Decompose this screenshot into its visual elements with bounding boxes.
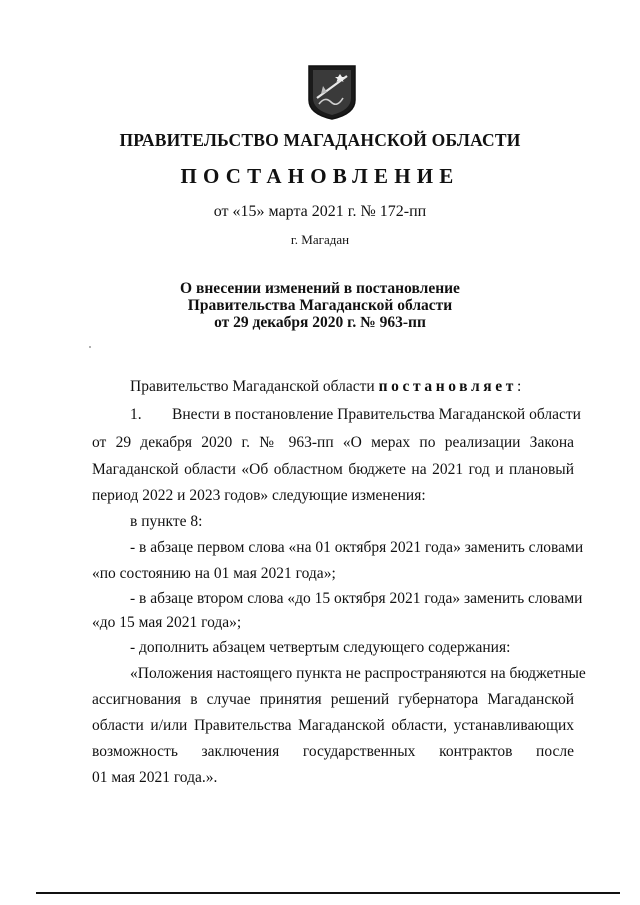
document-city: г. Магадан — [290, 232, 350, 247]
item-1-line: период 2022 и 2023 годов» следующие изменения: — [92, 487, 426, 504]
footer-rule — [36, 892, 620, 894]
change-3-line: - дополнить абзацем четвертым следующего содержания: — [130, 639, 511, 656]
intro-colon: : — [516, 378, 522, 395]
subject-line: О внесении изменений в постановление — [180, 280, 460, 297]
quote-line: области и/или Правительства Магаданской области, устанавливающих — [92, 717, 574, 734]
change-1-line: - в абзаце первом слова «на 01 октября 2021 года» заменить словами — [130, 539, 584, 556]
quote-line: возможность заключения государственных контрактов после — [92, 743, 574, 760]
subject-line: от 29 декабря 2020 г. № 963-пп — [214, 314, 426, 331]
document-type-title: ПОСТАНОВЛЕНИЕ — [180, 164, 460, 188]
intro-text: Правительство Магаданской области — [130, 378, 379, 395]
decree-word: постановляет — [378, 378, 517, 395]
item-1-first-line-text: Внести в постановление Правительства Магаданской области — [172, 406, 581, 423]
quote-line: «Положения настоящего пункта не распространяются на бюджетные — [130, 665, 586, 682]
change-2-line: «до 15 мая 2021 года»; — [92, 614, 242, 631]
change-2-line: - в абзаце втором слова «до 15 октября 2021 года» заменить словами — [130, 590, 583, 607]
quote-line: ассигнования в случае принятия решений губернатора Магаданской — [92, 691, 574, 708]
change-1-line: «по состоянию на 01 мая 2021 года»; — [92, 565, 336, 582]
organization-title: ПРАВИТЕЛЬСТВО МАГАДАНСКОЙ ОБЛАСТИ — [119, 130, 521, 150]
item-1-line: Магаданской области «Об областном бюджете на 2021 год и плановый — [92, 461, 574, 478]
item-number: 1. — [130, 406, 142, 423]
item-1-first-line — [130, 406, 142, 424]
document-date-number: от «15» марта 2021 г. № 172-пп — [213, 203, 427, 220]
quote-line: 01 мая 2021 года.». — [92, 769, 218, 786]
point-8-heading: в пункте 8: — [130, 513, 203, 530]
item-1-line: от 29 декабря 2020 г. № 963-пп «О мерах по реализации Закона — [92, 434, 574, 451]
document-body — [92, 0, 586, 905]
scan-speck — [89, 346, 91, 348]
intro-paragraph — [130, 378, 521, 396]
subject-line: Правительства Магаданской области — [187, 297, 453, 314]
